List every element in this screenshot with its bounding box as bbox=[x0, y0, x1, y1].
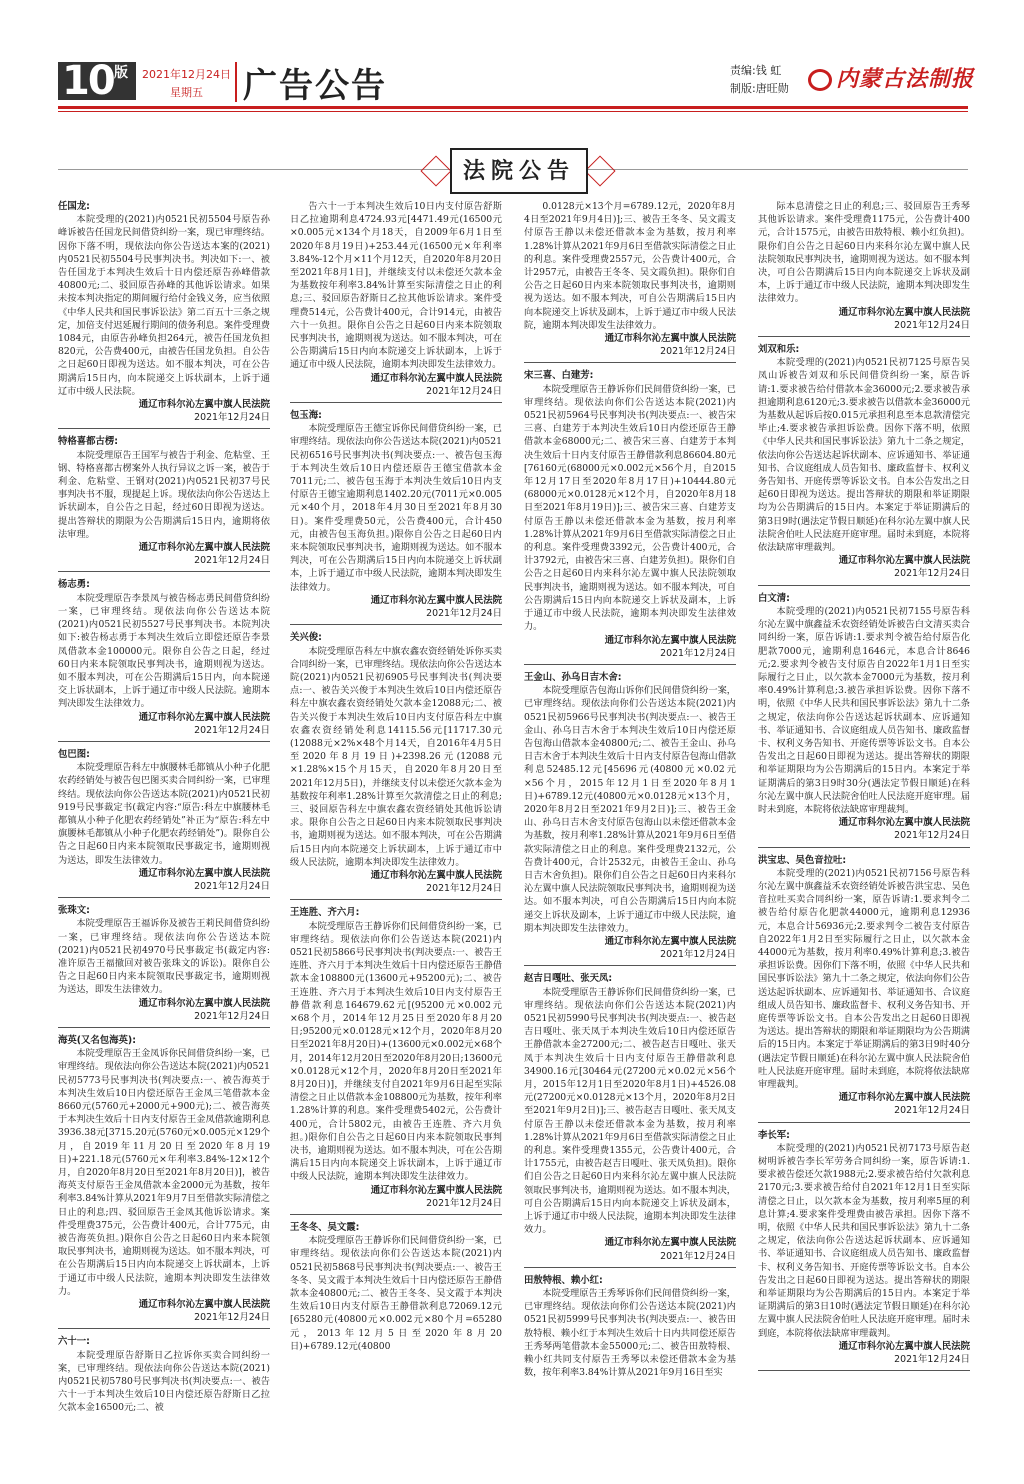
notice-court: 通辽市科尔沁左翼中旗人民法院 bbox=[838, 555, 970, 567]
notice-body: 本院受理原告王福诉你及被告王莉民间借贷纠纷一案，已审理终结。现依法向你公告送达本院(2021)内0521民初4970号民事裁定书(裁定内容:准许原告王福撤回对被告张珠文的诉讼)。限你自公告之日起60日内来本院领取民事裁定书，逾期则视为送达，即发生法律效力。 bbox=[58, 918, 270, 996]
notice-body: 本院受理原告王秀琴诉你们民间借贷纠纷一案，已审理终结。现依法向你们公告送达本院(2021)内0521民初5999号民事判决书(判决要点:一、被告田敖特根、赖小红于本判决生效后十日内共同偿还原告王秀琴两笔借款本金55000元;二、被告田敖特根、赖小红共同支付原告王秀琴以未偿还借款本金为基数，按年利率3.84%计算从2021年9月16日至实 bbox=[524, 1288, 736, 1379]
notice-divider bbox=[524, 965, 736, 966]
notice-court: 通辽市科尔沁左翼中旗人民法院 bbox=[838, 817, 970, 829]
notice-column-1 bbox=[58, 200, 270, 1462]
notice-addressee: 王连胜、齐六月: bbox=[290, 907, 360, 919]
notice-body: 际本息清偿之日止的利息;三、驳回原告王秀琴其他诉讼请求。案件受理费1175元，公告费计400元，合计1575元，由被告田敖特根、赖小红负担)。限你们自公告之日起60日内来科尔沁左翼中旗人民法院领取民事判决书，逾期则视为送达。如不服本判决，可自公告期满后15日内向本院递交上诉状及副本，上诉于通辽市中级人民法院，逾期本判决即发生法律效力。 bbox=[758, 201, 970, 305]
court-notice bbox=[58, 748, 270, 898]
notice-court: 通辽市科尔沁左翼中旗人民法院 bbox=[138, 1299, 270, 1311]
header-rule-thick bbox=[58, 106, 968, 109]
notice-date: 2021年12月24日 bbox=[194, 1312, 270, 1324]
notice-addressee: 赵吉日嘎吐、张天凤: bbox=[524, 973, 613, 985]
notice-divider bbox=[524, 1267, 736, 1268]
notice-addressee: 刘双和乐: bbox=[758, 344, 800, 356]
notice-body: 本院受理原告王静诉你们民间借贷纠纷一案，已审理终结。现依法向你们公告送达本院(2021)内0521民初5868号民事判决书(判决要点:一、被告王冬冬、吴文霞于本判决生效后十日内偿还原告王静借款本金40800元;二、被告王冬冬、吴文霞于本判决生效后10日内支付原告王静借款利息72069.12元[65280元(40800元×0.002元×80个月=65280元，2013年12月5日至2020年8月20日)+6789.12元(40800 bbox=[290, 1235, 502, 1352]
court-notice bbox=[524, 972, 736, 1267]
notice-court: 通辽市科尔沁左翼中旗人民法院 bbox=[604, 333, 736, 345]
notice-court: 通辽市科尔沁左翼中旗人民法院 bbox=[138, 867, 270, 879]
banner-ornament-right bbox=[584, 155, 615, 186]
notice-body: 本院受理的(2021)内0521民初5504号原告孙峰诉被告任国龙民间借贷纠纷一案，现已审理终结。因你下落不明，现依法向你公告送达本案的(2021)内0521民初5504号民事判决书。判决如下:一、被告任国龙于本判决生效后十日内偿还原告孙峰借款40800元;二、驳回原告孙峰的其他诉讼请求。如果未按本判决指定的期间履行给付金钱义务，应当依照《中华人民共和国民事诉讼法》第二百五十三条之规定，加倍支付迟延履行期间的债务利息。案件受理费1084元，由原告孙峰负担264元，被告任国龙负担820元，公告费400元，由被告任国龙负担。自公告之日起60日即视为送达。如不服本判决，可在公告期满后15日内，向本院递交上诉状副本，上诉于通辽市中级人民法院。 bbox=[58, 214, 270, 397]
header-rule-thin bbox=[58, 111, 968, 112]
court-notice bbox=[758, 343, 970, 586]
court-notice bbox=[58, 435, 270, 572]
court-notice bbox=[58, 904, 270, 1028]
notice-body: 本院受理原告舒斯日乙拉诉你买卖合同纠纷一案，已审理终结。现依法向你公告送达本院(2021)内0521民初5780号民事判决书(判决要点:一、被告六十一于本判决生效后10日内偿还原告舒斯日乙拉欠款本金16500元;二、被 bbox=[58, 1349, 270, 1414]
notice-addressee: 洪宝忠、吴色音拉吐: bbox=[758, 854, 847, 866]
notice-date: 2021年12月24日 bbox=[194, 412, 270, 424]
notice-court: 通辽市科尔沁左翼中旗人民法院 bbox=[138, 997, 270, 1009]
banner-ornament-left bbox=[420, 155, 451, 186]
notice-court: 通辽市科尔沁左翼中旗人民法院 bbox=[138, 711, 270, 723]
notice-body: 本院受理原告包海山诉你们民间借贷纠纷一案，已审理终结。现依法向你们公告送达本院(2021)内0521民初5966号民事判决书(判决要点:一、被告王金山、孙乌日吉木舍于本判决生效后10日内偿还原告包海山借款本金40800元;二、被告王金山、孙乌日吉木舍于本判决生效后十日内支付原告包海山借款利息52485.12元[45696元(40800元×0.02元×56个月，2015年12月1日至2020年8月1日)+6789.12元(40800元×0.0128元×13个月，2020年8月2日至2021年9月2日)];三、被告王金山、孙乌日吉木舍支付原告包海山以未偿还借款本金为基数，按月利率1.28%计算从2021年9月6日至借款实际清偿之日止的利息。案件受理费2132元，公告费计400元，合计2532元，由被告王金山、孙乌日吉木舍负担)。限你们自公告之日起60日内来科尔沁左翼中旗人民法院领取民事判决书，逾期则视为送达。如不服本判决，可自公告期满后15日内向本院递交上诉状及副本，上诉于通辽市中级人民法院，逾期本判决即发生法律效力。 bbox=[524, 685, 736, 934]
newspaper-logo bbox=[808, 62, 974, 93]
notice-column-2 bbox=[290, 200, 502, 1462]
notice-divider bbox=[58, 1328, 270, 1329]
court-notice bbox=[758, 854, 970, 1123]
notice-addressee: 海英(又名包海英): bbox=[58, 1034, 136, 1046]
notice-body: 本院受理原告王国军与被告于利金、危粘堂、王钢、特格喜都古楞案外人执行异议之诉一案，被告于利金、危粘堂、王钢对(2021)内0521民初37号民事判决书不服，现提起上诉。现依法向你公告送达上诉状副本，自公告之日起，经过60日即视为送达。提出答辩状的期限为公告期满后15日内，逾期将依法审理。 bbox=[58, 449, 270, 540]
notice-court: 通辽市科尔沁左翼中旗人民法院 bbox=[604, 935, 736, 947]
page-number: 10 bbox=[62, 58, 114, 104]
notice-addressee: 张珠文: bbox=[58, 905, 90, 917]
notice-body: 本院受理原告李景凤与被告杨志勇民间借贷纠纷一案，已审理终结。现依法向你公告送达本院(2021)内0521民初5527号民事判决书。本院判决如下:被告杨志勇于本判决生效后立即偿还原告李景凤借款本金100000元。限你自公告之日起，经过60日内来本院领取民事判决书，逾期则视为送达。如不服本判决，可在公告期满后15日内，向本院递交上诉状副本，上诉于通辽市中级人民法院。逾期本判决即发生法律效力。 bbox=[58, 592, 270, 710]
notice-date: 2021年12月24日 bbox=[194, 880, 270, 892]
editor: 责编:钱 虹 bbox=[730, 64, 782, 77]
notice-date: 2021年12月24日 bbox=[660, 346, 736, 358]
issue-weekday: 星期五 bbox=[170, 86, 203, 99]
notice-body: 本院受理原告科左中旗腰林毛都镇从小种子化肥农药经销处与被告包巴图买卖合同纠纷一案，已审理终结。现依法向你公告送达本院(2021)内0521民初919号民事裁定书(裁定内容:“原告:科左中旗腰林毛都镇从小种子化肥农药经销处”补正为“原告:科左中旗腰林毛都镇从小种子化肥农药经销处”)。限你自公告之日起60日内来本院领取民事裁定书，逾期则视为送达，即发生法律效力。 bbox=[58, 762, 270, 866]
editor-credits bbox=[730, 62, 789, 98]
notice-date: 2021年12月24日 bbox=[194, 724, 270, 736]
notice-body: 本院受理原告王静诉你们民间借贷纠纷一案，已审理终结。现依法向你们公告送达本院(2021)内0521民初5866号民事判决书(判决要点:一、被告王连胜、齐六月于本判决生效后十日内偿还原告王静借款本金108800元(13600元+95200元);二、被告王连胜、齐六月于本判决生效后10日内支付原告王静借款利息164679.62元[(95200元×0.002元×68个月，2014年12月25日至2020年8月20日;95200元×0.0128元×12个月，2020年8月20日至2021年8月20日)+(13600元×0.002元×68个月，2014年12月20日至2020年8月20日;13600元×0.0128元×12个月，2020年8月20日至2021年8月20日)]，并继续支付自2021年9月6日起至实际清偿之日止以借款本金108800元为基数，按年利率1.28%计算的利息。案件受理费5402元，公告费计400元，合计5802元，由被告王连胜、齐六月负担。)限你们自公告之日起60日内来本院领取民事判决书，逾期则视为送达。如不服本判决，可在公告期满后15日内向本院递交上诉状副本，上诉于通辽市中级人民法院，逾期本判决即发生法律效力。 bbox=[290, 920, 502, 1183]
notice-date: 2021年12月24日 bbox=[894, 319, 970, 331]
court-notice bbox=[524, 200, 736, 363]
notice-divider bbox=[58, 571, 270, 572]
notice-date: 2021年12月24日 bbox=[894, 1105, 970, 1117]
notice-column-4 bbox=[758, 200, 970, 1462]
notice-body: 本院受理的(2021)内0521民初7156号原告科尔沁左翼中旗鑫益禾农资经销处诉被告洪宝忠、吴色音拉吐买卖合同纠纷一案，原告诉请:1.要求判令二被告给付原告化肥款44000元，逾期利息12936元，本息合计56936元;2.要求判令二被告支付原告自2022年1月2日至实际履行之日止，以欠款本金44000元为基数，按月利率0.49%计算利息;3.被告承担诉讼费。因你们下落不明，依照《中华人民共和国民事诉讼法》第九十二条之规定，依法向你们公告送达起诉状副本、应诉通知书、举证通知书、合议庭组成人员告知书、廉政监督卡、权利义务告知书、开庭传票等诉讼文书。自本公告发出之日起60日即视为送达。提出答辩状的期限和举证期限均为公告期满后的15日内。本案定于举证期满后的第3日9时40分(遇法定节假日顺延)在科尔沁左翼中旗人民法院舍伯吐人民法庭开庭审理。届时未到庭，本院将依法缺席审理裁判。 bbox=[758, 867, 970, 1090]
notice-addressee: 关兴俊: bbox=[290, 632, 322, 644]
notice-body: 告六十一于本判决生效后10日内支付原告舒斯日乙拉逾期利息4724.93元[4471.49元(16500元×0.005元×134个月18天，自2009年6月1日至2020年8月19日)+253.44元(16500元×年利率3.84%-12个月×11个月12天，自2020年8月20日至2021年8月1日]，并继续支付以未偿还欠款本金为基数按年利率3.84%计算至实际清偿之日止的利息;三、驳回原告舒斯日乙拉其他诉讼请求。案件受理费514元，公告费计400元，合计914元，由被告六十一负担。限你自公告之日起60日内来本院领取民事判决书，逾期则视为送达。如不服本判决，可在公告期满后15日内向本院递交上诉状副本，上诉于通辽市中级人民法院，逾期本判决即发生法律效力。 bbox=[290, 201, 502, 371]
notice-addressee: 田敖特根、赖小红: bbox=[524, 1274, 603, 1286]
court-notice-banner: 法院公告 bbox=[450, 148, 588, 194]
court-notice bbox=[758, 1129, 970, 1372]
logo-emblem-icon bbox=[808, 69, 832, 91]
notice-divider bbox=[290, 899, 502, 900]
notice-date: 2021年12月24日 bbox=[660, 647, 736, 659]
notice-addressee: 六十一: bbox=[58, 1336, 90, 1348]
notice-body: 本院受理原告王静诉你们民间借贷纠纷一案，已审理终结。现依法向你们公告送达本院(2021)内0521民初5990号民事判决书(判决要点:一、被告赵吉日嘎吐、张天凤于本判决生效后10日内偿还原告王静借款本金27200元;二、被告赵吉日嘎吐、张天凤于本判决生效后十日内支付原告王静借款利息34900.16元[30464元(27200元×0.02元×56个月，2015年12月1日至2020年8月1日)+4526.08元(27200元×0.0128元×13个月，2020年8月2日至2021年9月2日)];三、被告赵吉日嘎吐、张天凤支付原告王静以未偿还借款本金为基数，按月利率1.28%计算从2021年9月6日至借款实际清偿之日止的利息。案件受理费1355元，公告费计400元，合计1755元，由被告赵吉日嘎吐、张天凤负担)。限你们自公告之日起60日内来科尔沁左翼中旗人民法院领取民事判决书，逾期则视为送达。如不服本判决，可自公告期满后15日内向本院递交上诉状及副本，上诉于通辽市中级人民法院，逾期本判决即发生法律效力。 bbox=[524, 986, 736, 1236]
section-title: 广告公告 bbox=[243, 66, 387, 106]
notice-date: 2021年12月24日 bbox=[426, 385, 502, 397]
court-notice bbox=[290, 1221, 502, 1353]
notice-divider bbox=[290, 1214, 502, 1215]
court-notice bbox=[290, 409, 502, 625]
notice-court: 通辽市科尔沁左翼中旗人民法院 bbox=[838, 1340, 970, 1352]
page-number-box bbox=[58, 58, 136, 104]
court-notice bbox=[524, 1274, 736, 1380]
court-notice bbox=[58, 578, 270, 741]
notice-divider bbox=[524, 664, 736, 665]
notice-court: 通辽市科尔沁左翼中旗人民法院 bbox=[138, 399, 270, 411]
notice-column-3 bbox=[524, 200, 736, 1462]
notice-body: 本院受理的(2021)内0521民初7155号原告科尔沁左翼中旗鑫益禾农资经销处诉被告白文清买卖合同纠纷一案，原告诉请:1.要求判令被告给付原告化肥款7000元，逾期利息1646元，本息合计8646元;2.要求判令被告支付原告自2022年1月1日至实际履行之日止，以欠款本金7000元为基数，按月利率0.49%计算利息;3.被告承担诉讼费。因你下落不明，依照《中华人民共和国民事诉讼法》第九十二条之规定，依法向你公告送达起诉状副本、应诉通知书、举证通知书、合议庭组成人员告知书、廉政监督卡、权利义务告知书、开庭传票等诉讼文书。自本公告发出之日起60日即视为送达。提出答辩状的期限和举证期限均为公告期满后的15日内。本案定于举证期满后的第3日9时30分(遇法定节假日顺延)在科尔沁左翼中旗人民法院舍伯吐人民法庭开庭审理。届时未到庭，本院将依法缺席审理裁判。 bbox=[758, 605, 970, 815]
notice-addressee: 特格喜都古楞: bbox=[58, 436, 118, 448]
notice-divider bbox=[290, 402, 502, 403]
court-notice bbox=[58, 1034, 270, 1329]
notice-divider bbox=[758, 847, 970, 848]
notice-divider bbox=[58, 1027, 270, 1028]
producer: 制版:唐旺勋 bbox=[730, 82, 789, 95]
notice-date: 2021年12月24日 bbox=[894, 830, 970, 842]
notice-divider bbox=[58, 897, 270, 898]
court-notice bbox=[758, 200, 970, 337]
notice-court: 通辽市科尔沁左翼中旗人民法院 bbox=[370, 869, 502, 881]
notice-court: 通辽市科尔沁左翼中旗人民法院 bbox=[370, 1184, 502, 1196]
notice-addressee: 王冬冬、吴文霞: bbox=[290, 1222, 360, 1234]
notice-addressee: 宋三喜、白建芳: bbox=[524, 370, 594, 382]
logo-text: 内蒙古法制报 bbox=[836, 66, 975, 92]
notice-date: 2021年12月24日 bbox=[426, 883, 502, 895]
notice-body: 0.0128元×13个月=6789.12元，2020年8月4日至2021年9月4日)];三、被告王冬冬、吴文霞支付原告王静以未偿还借款本金为基数，按月利率1.28%计算从2021年9月6日至借款实际清偿之日止的利息。案件受理费2557元，公告费计400元，合计2957元，由被告王冬冬、吴文霞负担)。限你们自公告之日起60日内来本院领取民事判决书，逾期则视为送达。如不服本判决，可自公告期满后15日内向本院递交上诉状及副本，上诉于通辽市中级人民法院，逾期本判决即发生法律效力。 bbox=[524, 201, 736, 331]
notice-divider bbox=[758, 1122, 970, 1123]
notice-court: 通辽市科尔沁左翼中旗人民法院 bbox=[604, 1237, 736, 1249]
notice-date: 2021年12月24日 bbox=[194, 555, 270, 567]
notice-divider bbox=[58, 428, 270, 429]
notice-divider bbox=[290, 624, 502, 625]
notice-date: 2021年12月24日 bbox=[660, 949, 736, 961]
notice-divider bbox=[758, 585, 970, 586]
notice-divider bbox=[524, 362, 736, 363]
header-divider bbox=[235, 62, 237, 102]
court-notice bbox=[290, 200, 502, 403]
page-unit: 版 bbox=[114, 65, 128, 81]
court-notice bbox=[58, 1335, 270, 1414]
notice-court: 通辽市科尔沁左翼中旗人民法院 bbox=[138, 542, 270, 554]
notice-date: 2021年12月24日 bbox=[194, 1010, 270, 1022]
notice-addressee: 包玉海: bbox=[290, 410, 322, 422]
notice-body: 本院受理原告王静诉你们民间借贷纠纷一案，已审理终结。现依法向你们公告送达本院(2021)内0521民初5964号民事判决书(判决要点:一、被告宋三喜、白建芳于本判决生效后10日内偿还原告王静借款本金68000元;二、被告宋三喜、白建芳于本判决生效后十日内支付原告王静借款利息86604.80元[76160元(68000元×0.002元×56个月，自2015年12月17日至2020年8月17日)+10444.80元(68000元×0.0128元×12个月，自2020年8月18日至2021年8月19日)];三、被告宋三喜、白建芳支付原告王静以未偿还借款本金为基数，按月利率1.28%计算从2021年9月6日至借款实际清偿之日止的利息。案件受理费3392元，公告费计400元，合计3792元，由被告宋三喜、白建芳负担)。限你们自公告之日起60日内来科尔沁左翼中旗人民法院领取民事判决书，逾期则视为送达。如不服本判决，可自公告期满后15日内向本院递交上诉状及副本，上诉于通辽市中级人民法院，逾期本判决即发生法律效力。 bbox=[524, 383, 736, 633]
notice-court: 通辽市科尔沁左翼中旗人民法院 bbox=[838, 1092, 970, 1104]
notice-divider bbox=[58, 741, 270, 742]
notice-body: 本院受理的(2021)内0521民初7173号原告赵树明诉被告李长军劳务合同纠纷一案，原告诉请:1.要求被告偿还欠款1988元;2.要求被告给付欠款利息2170元;3.要求被告给付自2021年12月1日至实际清偿之日止，以欠款本金为基数，按月利率5厘的利息计算;4.要求案件受理费由被告承担。因你下落不明，依照《中华人民共和国民事诉讼法》第九十二条之规定，依法向你公告送达起诉状副本、应诉通知书、举证通知书、合议庭组成人员告知书、廉政监督卡、权利义务告知书、开庭传票等诉讼文书。自本公告发出之日起60日即视为送达。提出答辩状的期限和举证期限均为公告期满后的15日内。本案定于举证期满后的第3日10时(遇法定节假日顺延)在科尔沁左翼中旗人民法院舍伯吐人民法庭开庭审理。届时未到庭，本院将依法缺席审理裁判。 bbox=[758, 1142, 970, 1339]
notice-court: 通辽市科尔沁左翼中旗人民法院 bbox=[604, 634, 736, 646]
notice-court: 通辽市科尔沁左翼中旗人民法院 bbox=[370, 594, 502, 606]
court-notice bbox=[524, 369, 736, 664]
notice-date: 2021年12月24日 bbox=[894, 568, 970, 580]
notice-addressee: 包巴图: bbox=[58, 748, 90, 760]
notice-addressee: 任国龙: bbox=[58, 201, 90, 212]
court-notice bbox=[58, 200, 270, 429]
notice-divider bbox=[758, 1370, 970, 1371]
notice-body: 本院受理原告王德宝诉你民间借贷纠纷一案，已审理终结。现依法向你公告送达本院(2021)内0521民初6516号民事判决书(判决要点:一、被告包玉海于本判决生效后10日内偿还原告王德宝借款本金7011元;二、被告包玉海于本判决生效后10日内支付原告王德宝逾期利息1402.20元(7011元×0.005元×40个月，2018年4月30日至2021年8月30日)。案件受理费50元，公告费400元，合计450元，由被告包玉海负担。)限你自公告之日起60日内来本院领取民事判决书，逾期则视为送达。如不服本判决，可在公告期满后15日内向本院递交上诉状副本，上诉于通辽市中级人民法院，逾期本判决即发生法律效力。 bbox=[290, 423, 502, 593]
notice-court: 通辽市科尔沁左翼中旗人民法院 bbox=[370, 372, 502, 384]
notice-date: 2021年12月24日 bbox=[660, 1250, 736, 1262]
notice-date: 2021年12月24日 bbox=[426, 1197, 502, 1209]
notice-addressee: 王金山、孙乌日吉木舍: bbox=[524, 671, 622, 683]
notice-court: 通辽市科尔沁左翼中旗人民法院 bbox=[838, 306, 970, 318]
court-notice bbox=[290, 631, 502, 900]
page-header bbox=[0, 0, 1024, 120]
court-notice bbox=[758, 592, 970, 848]
notice-divider bbox=[758, 336, 970, 337]
court-notice bbox=[290, 906, 502, 1215]
notice-body: 本院受理原告科左中旗农鑫农资经销处诉你买卖合同纠纷一案，已审理终结。现依法向你公告送达本院(2021)内0521民初6905号民事判决书(判决要点:一、被告关兴俊于本判决生效后10日内偿还原告科左中旗农鑫农资经销处欠款本金12088元;二、被告关兴俊于本判决生效后10日内支付原告科左中旗农鑫农资经销处利息14115.56元[11717.30元(12088元×2%×48个月14天，自2016年4月5日至2020年8月19日)+2398.26元(12088元×1.28%×15个月15天，自2020年8月20日至2021年12月5日)，并继续支付以未偿还欠款本金为基数按年利率1.28%计算至欠款清偿之日止的利息;三、驳回原告科左中旗农鑫农资经销处其他诉讼请求。限你自公告之日起60日内来本院领取民事判决书，逾期则视为送达。如不服本判决，可在公告期满后15日内向本院递交上诉状副本，上诉于通辽市中级人民法院，逾期本判决即发生法律效力。 bbox=[290, 645, 502, 868]
issue-date: 2021年12月24日 bbox=[142, 68, 231, 81]
notice-date: 2021年12月24日 bbox=[426, 608, 502, 620]
notice-addressee: 白文清: bbox=[758, 592, 790, 604]
notice-addressee: 杨志勇: bbox=[58, 579, 90, 591]
notice-date: 2021年12月24日 bbox=[894, 1354, 970, 1366]
notice-addressee: 李长军: bbox=[758, 1129, 790, 1141]
court-notice bbox=[524, 671, 736, 966]
notice-body: 本院受理原告王金凤诉你民间借贷纠纷一案，已审理终结。现依法向你公告送达本院(2021)内0521民初5773号民事判决书(判决要点:一、被告海英于本判决生效后10日内偿还原告王金凤三笔借款本金8660元(5760元+2000元+900元);二、被告海英于本判决生效后十日内支付原告王金凤借款逾期利息3936.38元[3715.20元(5760元×0.005元×129个月，自2019年11月20日至2020年8月19日)+221.18元(5760元×年利率3.84%-12×12个月，自2020年8月20日至2021年8月20日)]，被告海英支付原告王金凤借款本金2000元为基数，按年利率3.84%计算从2021年9月7日至借款实际清偿之日止的利息;四、驳回原告王金凤其他诉讼请求。案件受理费375元，公告费计400元，合计775元，由被告海英负担。)限你自公告之日起60日内来本院领取民事判决书，逾期则视为送达。如不服本判决，可在公告期满后15日内向本院递交上诉状副本，上诉于通辽市中级人民法院，逾期本判决即发生法律效力。 bbox=[58, 1048, 270, 1297]
notice-body: 本院受理的(2021)内0521民初7125号原告吴凤山诉被告刘双和乐民间借贷纠纷一案，原告诉请:1.要求被告给付借款本金36000元;2.要求被告承担逾期利息6120元;3.要求被告以借款本金36000元为基数从起诉后按0.015元承担利息至本息款清偿完毕止;4.要求被告承担诉讼费。因你下落不明，依照《中华人民共和国民事诉讼法》第九十二条之规定，依法向你公告送达起诉状副本、应诉通知书、举证通知书、合议庭组成人员告知书、廉政监督卡、权利义务告知书、开庭传票等诉讼文书。自本公告发出之日起60日即视为送达。提出答辩状的期限和举证期限均为公告期满后的15日内。本案定于举证期满后的第3日9时(遇法定节假日顺延)在科尔沁左翼中旗人民法院舍伯吐人民法庭开庭审理。届时未到庭，本院将依法缺席审理裁判。 bbox=[758, 357, 970, 554]
